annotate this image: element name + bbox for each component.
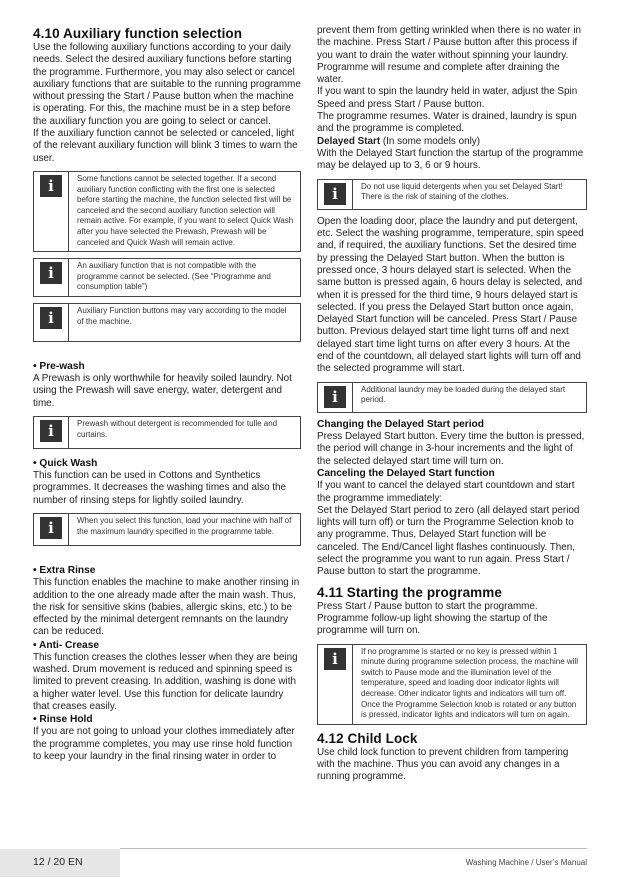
subheading-changing-delayed-start: Changing the Delayed Start period <box>317 418 484 430</box>
footer-divider <box>120 848 587 849</box>
paragraph: This function creases the clothes lesser when they are being washed. Drum movement is reduced and spinning speed is limited to prevent creasing. In addition, washing is done with a higher water level. Use this function for delicate laundry that creases easily. <box>33 651 298 712</box>
subheading-anti-crease: • Anti- Crease <box>33 639 100 651</box>
subheading-quick-wash: • Quick Wash <box>33 458 98 470</box>
note-text: Auxiliary Function buttons may vary according to the model of the machine. <box>77 305 287 326</box>
paragraph: A Prewash is only worthwhile for heavily soiled laundry. Not using the Prewash will save energy, water, detergent and time. <box>33 373 292 409</box>
info-note <box>33 258 301 297</box>
info-note <box>33 171 301 252</box>
note-text: If no programme is started or no key is pressed within 1 minute during programme selection process, the machine will switch to Pause mode and the illumination level of the temperature, speed and loading door indicator lights will decrease. Other indicator lights and indicators will turn off. Once the Programme Selection knob is rotated or any button is pressed, indicator lights and indicators will turn on again. <box>361 646 578 720</box>
left-column <box>33 26 301 763</box>
info-note <box>33 416 301 449</box>
info-note <box>317 644 587 725</box>
footer-document-title: Washing Machine / User’s Manual <box>465 858 587 867</box>
note-text: Additional laundry may be loaded during the delayed start period. <box>361 384 566 405</box>
subheading-rinse-hold: • Rinse Hold <box>33 714 93 726</box>
info-icon: i <box>324 648 346 670</box>
subheading-canceling-delayed-start: Canceling the Delayed Start function <box>317 467 495 479</box>
paragraph: With the Delayed Start function the startup of the programme may be delayed up to 3, 6 or 9 hours. <box>317 147 584 172</box>
note-text: Prewash without detergent is recommended for tulle and curtains. <box>77 418 278 439</box>
info-note <box>33 303 301 342</box>
info-note <box>317 382 587 413</box>
info-icon: i <box>40 420 62 442</box>
paragraph-delayed-start <box>317 136 587 148</box>
info-icon: i <box>40 517 62 539</box>
info-icon: i <box>40 307 62 329</box>
subheading-delayed-start: Delayed Start <box>317 135 381 147</box>
paragraph: If the auxiliary function cannot be selected or canceled, light of the relevant auxiliary function will blink 3 times to warn the user. <box>33 128 298 164</box>
paragraph: This function enables the machine to make another rinsing in addition to the one already made after the main wash. Thus, the risk for sensitive skins (babies, allergic skins, etc.) to be effected by the minimal detergent remnants on the laundry can be reduced. <box>33 577 300 638</box>
section-heading-auxiliary: 4.10 Auxiliary function selection <box>33 26 243 41</box>
info-note <box>33 513 301 546</box>
info-icon: i <box>40 262 62 284</box>
paragraph: Programme follow-up light showing the startup of the programme will turn on. <box>317 612 548 637</box>
info-icon: i <box>324 183 346 205</box>
section-heading-child-lock: 4.12 Child Lock <box>317 730 418 746</box>
paragraph: If you want to cancel the delayed start countdown and start the programme immediately: <box>317 480 575 504</box>
paragraph: This function can be used in Cottons and Synthetics programmes. It decreases the washing times and also the number of rinsing steps for lightly soiled laundry. <box>33 470 287 506</box>
paragraph: The programme resumes. Water is drained, laundry is spun and the programme is completed. <box>317 111 577 135</box>
subheading-prewash: • Pre-wash <box>33 361 85 373</box>
paragraph: Press Delayed Start button. Every time the button is pressed, the period will change in 3-hour increments and the light of the selected delayed start time will turn on. <box>317 431 585 467</box>
note-text: An auxiliary function that is not compatible with the programme cannot be selected. (See “Programme and consumption table”) <box>77 261 271 292</box>
section-heading-starting: 4.11 Starting the programme <box>317 584 503 600</box>
paragraph: If you want to spin the laundry held in water, adjust the Spin Speed and press Start / Pause button. <box>317 86 578 110</box>
paragraph: If you are not going to unload your clothes immediately after the programme completes, you may use rinse hold function to keep your laundry in the final rinsing water in order to <box>33 726 295 762</box>
delayed-start-suffix: (In some models only) <box>380 135 481 147</box>
paragraph: Open the loading door, place the laundry and put detergent, etc. Select the washing programme, temperature, spin speed and, if required, the auxiliary functions. Set the desired time by pressing the Delayed Start button. When the button is pressed once, 3 hours delayed start is selected. When the same button is pressed again, 6 hours delay is selected, and when it is pressed for the third time, 9 hours delayed start is selected. If you press the Delayed Start button once again, Delayed Start function will be canceled. Press Start / Pause button. Previous delayed start time light turns off and next delayed start time light turns on after every 3 hours. At the end of the countdown, all delayed start lights will turn off and the selected programme will start. <box>317 215 584 375</box>
paragraph: prevent them from getting wrinkled when there is no water in the machine. Press Start / Pause button after this process if you want to drain the water without spinning your laundry. Programme will resume and complete after draining the water. <box>317 25 582 86</box>
paragraph: Use the following auxiliary functions according to your daily needs. Select the desired auxiliary functions before starting the programme. Furthermore, you may also select or cancel auxiliary functions that are suitable to the running programme without pressing the Start / Pause button when the machine is operating. For this, the machine must be in a step before the auxiliary function you are going to select or cancel. <box>33 42 301 127</box>
note-text: Some functions cannot be selected together. If a second auxiliary function conflicting with the first one is selected before starting the machine, the function selected first will be canceled and the second auxiliary function selection will remain active. For example, if you want to select Quick Wash after you have selected the Prewash, Prewash will be canceled and Quick Wash will remain active. <box>77 173 294 247</box>
note-text: When you select this function, load your machine with half of the maximum laundry specified in the programme table. <box>77 516 292 536</box>
paragraph: Set the Delayed Start period to zero (all delayed start period lights will turn off) or turn the Programme Selection knob to any programme. Thus, Delayed Start function will be canceled. The End/Cancel light flashes continuously. Then, select the programme you want to run again. Press Start / Pause button to start the programme. <box>317 504 580 578</box>
right-column <box>317 25 587 784</box>
subheading-extra-rinse: • Extra Rinse <box>33 565 96 577</box>
paragraph: Press Start / Pause button to start the programme. <box>317 600 538 612</box>
info-icon: i <box>40 175 62 197</box>
note-text: Do not use liquid detergents when you set Delayed Start! There is the risk of staining of the clothes. <box>361 181 563 202</box>
info-icon: i <box>324 386 346 408</box>
info-note <box>317 179 587 210</box>
page-number: 12 / 20 EN <box>33 856 83 868</box>
paragraph: Use child lock function to prevent children from tampering with the machine. Thus you can avoid any changes in a running programme. <box>317 746 569 783</box>
